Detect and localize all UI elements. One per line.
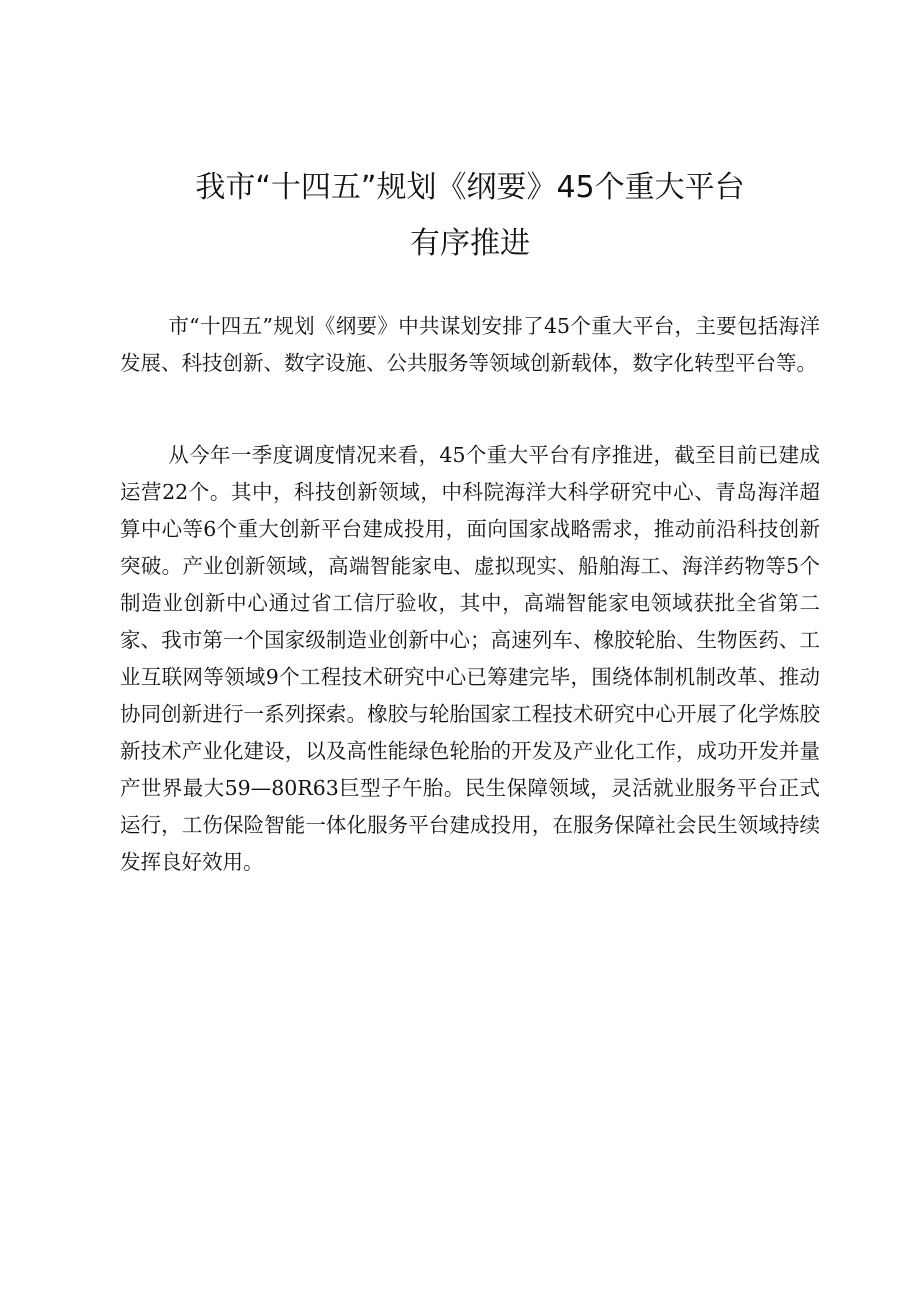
document-title-line-2: 有序推进: [410, 226, 530, 261]
paragraph-1-text: 市“十四五”规划《纲要》中共谋划安排了45个重大平台，主要包括海洋发展、科技创新、数字设施、公共服务等领域创新载体，数字化转型平台等。: [120, 314, 820, 375]
paragraph-2-text: 从今年一季度调度情况来看，45个重大平台有序推进，截至目前已建成运营22个。其中，科技创新领域，中科院海洋大科学研究中心、青岛海洋超算中心等6个重大创新平台建成投用，面向国家战略需求，推动前沿科技创新突破。产业创新领域，高端智能家电、虚拟现实、船舶海工、海洋药物等5个制造业创新中心通过省工信厅验收，其中，高端智能家电领域获批全省第二家、我市第一个国家级制造业创新中心；高速列车、橡胶轮胎、生物医药、工业互联网等领域9个工程技术研究中心已筹建完毕，围绕体制机制改革、推动协同创新进行一系列探索。橡胶与轮胎国家工程技术研究中心开展了化学炼胶新技术产业化建设，以及高性能绿色轮胎的开发及产业化工作，成功开发并量产世界最大59—80R63巨型子午胎。民生保障领域，灵活就业服务平台正式运行，工伤保险智能一体化服务平台建成投用，在服务保障社会民生领域持续发挥良好效用。: [120, 443, 820, 874]
paragraph-1: [120, 308, 820, 382]
document-title-line-1: 我市“十四五”规划《纲要》45个重大平台: [195, 170, 745, 205]
paragraph-2: [120, 437, 820, 881]
